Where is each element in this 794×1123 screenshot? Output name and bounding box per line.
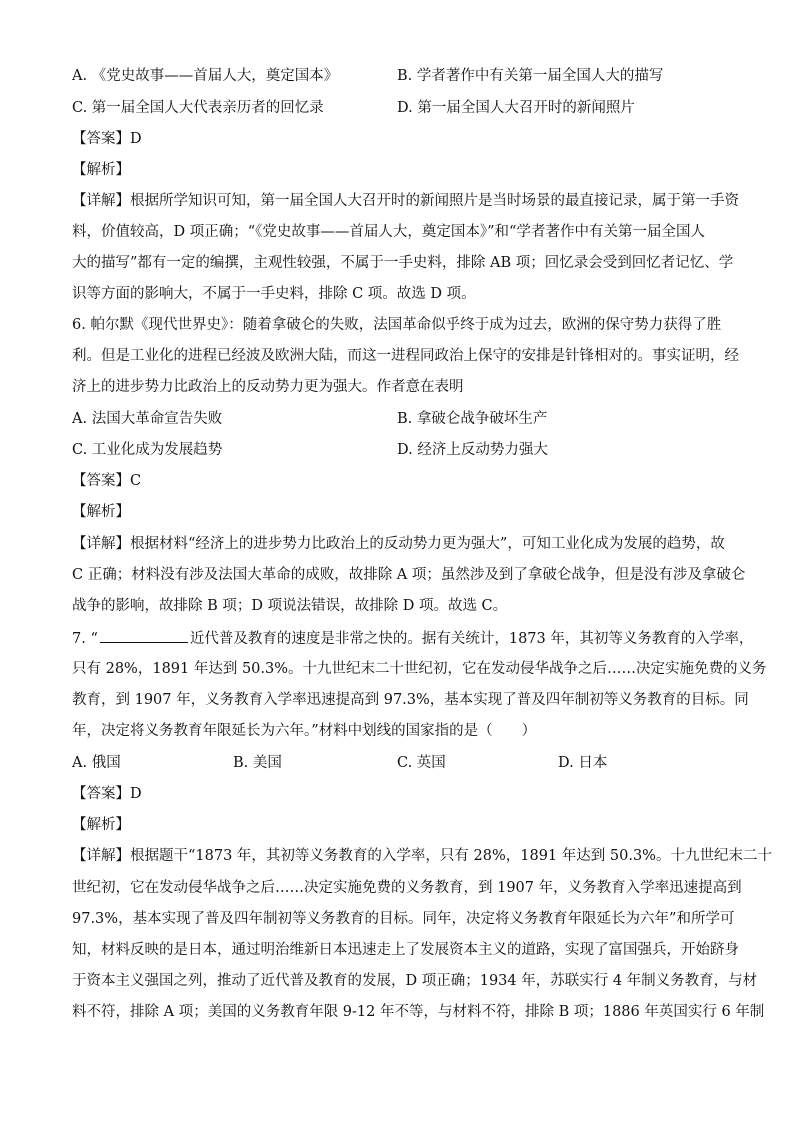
q6-option-c: C. 工业化成为发展趋势 [72, 442, 223, 458]
q7-option-d: D. 日本 [558, 755, 608, 771]
q7-stem-line: 只有 28%，1891 年达到 50.3%。十九世纪末二十世纪初，它在发动侵华战争之后……决定实施免费的义务 [72, 661, 767, 677]
q5-detail-line: 【详解】根据所学知识可知，第一届全国人大召开时的新闻照片是当时场景的最直接记录，属于第一手资 [72, 193, 739, 209]
q6-stem-line: 济上的进步势力比政治上的反动势力更为强大。作者意在表明 [72, 379, 464, 395]
q7-detail-line: 世纪初，它在发动侵华战争之后……决定实施免费的义务教育，到 1907 年，义务教育入学率迅速提高到 [72, 880, 742, 896]
q6-stem-line: 6. 帕尔默《现代世界史》：随着拿破仑的失败，法国革命似乎终于成为过去，欧洲的保守势力获得了胜 [72, 317, 722, 333]
q7-detail-line: 料不符，排除 A 项；美国的义务教育年限 9-12 年不等，与材料不符，排除 B 项；1886 年英国实行 6 年制 [72, 1004, 765, 1020]
q6-detail-line: 战争的影响，故排除 B 项；D 项说法错误，故排除 D 项。故选 C。 [72, 598, 508, 614]
q7-stem-first-line [72, 628, 753, 649]
q7-analysis-label: 【解析】 [72, 817, 130, 833]
q6-analysis-label: 【解析】 [72, 504, 130, 520]
q6-detail-line: C 正确；材料没有涉及法国大革命的成败，故排除 A 项；虽然涉及到了拿破仑战争，但是没有涉及拿破仑 [72, 567, 746, 583]
q7-detail-line: 97.3%，基本实现了普及四年制初等义务教育的目标。同年，决定将义务教育年限延长为六年”和所学可 [72, 911, 735, 927]
q7-option-a: A. 俄国 [72, 755, 121, 771]
q5-option-c: C. 第一届全国人大代表亲历者的回忆录 [72, 100, 324, 116]
q7-answer: 【答案】D [72, 786, 142, 802]
q7-option-b: B. 美国 [233, 755, 282, 771]
q7-underline-blank [100, 628, 188, 643]
q6-option-b: B. 拿破仑战争破坏生产 [397, 411, 548, 427]
q5-option-d: D. 第一届全国人大召开时的新闻照片 [397, 100, 635, 116]
q6-detail-line: 【详解】根据材料“经济上的进步势力比政治上的反动势力更为强大”，可知工业化成为发展的趋势，故 [72, 536, 725, 552]
q7-option-c: C. 英国 [397, 755, 446, 771]
q6-stem-line: 利。但是工业化的进程已经波及欧洲大陆，而这一进程同政治上保守的安排是针锋相对的。事实证明，经 [72, 348, 739, 364]
q7-stem-line: 年，决定将义务教育年限延长为六年。”材料中划线的国家指的是（ ） [72, 723, 537, 739]
q7-detail-line: 知，材料反映的是日本，通过明治维新日本迅速走上了发展资本主义的道路，实现了富国强兵，开始跻身 [72, 942, 739, 958]
q5-answer: 【答案】D [72, 131, 142, 147]
q7-detail-line: 于资本主义强国之列，推动了近代普及教育的发展，D 项正确；1934 年，苏联实行 4 年制义务教育，与材 [72, 973, 758, 989]
q7-stem-line: 教育，到 1907 年，义务教育入学率迅速提高到 97.3%，基本实现了普及四年制初等义务教育的目标。同 [72, 692, 749, 708]
q5-detail-line: 大的描写”都有一定的编撰，主观性较强，不属于一手史料，排除 AB 项；回忆录会受到回忆者记忆、学 [72, 255, 734, 271]
q5-analysis-label: 【解析】 [72, 162, 130, 178]
q5-option-b: B. 学者著作中有关第一届全国人大的描写 [397, 68, 664, 84]
q7-stem-prefix: 7. “ [72, 631, 98, 647]
q6-option-d: D. 经济上反动势力强大 [397, 442, 548, 458]
q6-answer: 【答案】C [72, 473, 142, 489]
q5-detail-line: 识等方面的影响大，不属于一手史料，排除 C 项。故选 D 项。 [72, 286, 476, 302]
q7-detail-line: 【详解】根据题干“1873 年，其初等义务教育的入学率，只有 28%，1891 年达到 50.3%。十九世纪末二十 [72, 848, 772, 864]
q7-stem-suffix: 近代普及教育的速度是非常之快的。据有关统计，1873 年，其初等义务教育的入学率， [189, 631, 754, 647]
q6-option-a: A. 法国大革命宣告失败 [72, 411, 223, 427]
q5-detail-line: 料，价值较高，D 项正确；“《党史故事——首届人大，奠定国本》”和“学者著作中有关第一届全国人 [72, 224, 705, 240]
q5-option-a: A. 《党史故事——首届人大，奠定国本》 [72, 68, 339, 84]
